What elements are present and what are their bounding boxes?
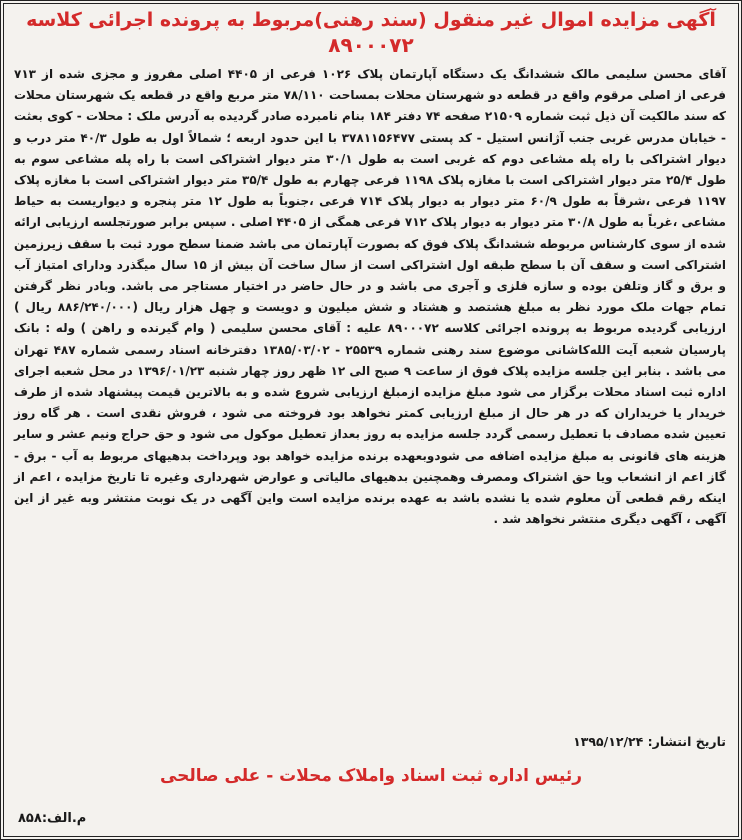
notice-title-text: آگهی مزایده اموال غیر منقول (سند رهنی)مربوط به پرونده اجرائی کلاسه [26,9,716,31]
notice-code: م.الف:۸۵۸ [18,811,87,826]
publish-date: تاریخ انتشار: ۱۳۹۵/۱۲/۲۴ [573,734,726,749]
notice-title [12,8,730,58]
file-number: ۸۹۰۰۰۷۲ [328,33,414,57]
signature: رئیس اداره ثبت اسناد واملاک محلات - علی صالحی [159,766,583,786]
notice-body: آقای محسن سلیمی مالک ششدانگ یک دستگاه آپارتمان پلاک ۱۰۲۶ فرعی از ۴۴۰۵ اصلی مفروز و مجزی شده از ۷۱۳ فرعی از اصلی مرقوم واقع در قطعه دو شهرستان محلات بمساحت ۷۸/۱۱۰ متر مربع واقع در قطعه یک شهرستان محلات که سند مالکیت آن ذیل ثبت شماره ۲۱۵۰۹ صفحه ۷۴ دفتر ۱۸۴ بنام نامبرده صادر گردیده به آدرس ملک : محلات - کوی بعثت - خیابان مدرس غربی جنب آژانس استیل - کد پستی ۳۷۸۱۱۵۶۴۷۷ با این حدود اربعه ؛ شمالاً اول به طول ۴۰/۳ متر درب و دیوار اشتراکی با راه پله مشاعی دوم که غربی است به طول ۳۰/۱ متر دیوار اشتراکی است با راه پله مشاعی سوم به طول ۲۵/۴ متر دیوار اشتراکی است با مغازه پلاک ۱۱۹۸ فرعی چهارم به طول ۳۵/۴ متر دیوار اشتراکی است با مغازه پلاک ۱۱۹۷ فرعی ،شرقاً به طول ۶۰/۹ متر دیوار به دیوار پلاک ۷۱۴ فرعی ،جنوباً به طول ۱۲ متر پنجره و دیواریست به حیاط مشاعی ،غرباً به طول ۳۰/۸ متر دیوار به دیوار پلاک ۷۱۲ فرعی همگی از ۴۴۰۵ اصلی . سپس برابر صورتجلسه ارزیابی ارائه شده از سوی کارشناس مربوطه ششدانگ پلاک فوق که بصورت آپارتمان می باشد ضمنا سطح مورد ثبت با سقف زیرزمین اشتراکی است و سقف آن با سطح طبقه اول اشتراکی است از سال ساخت آن بیش از ۱۵ سال میگذرد ودارای امتیاز آب و برق و گاز وتلفن بوده و سازه فلزی و آجری می باشد و در حال حاضر در اختیار مستاجر می باشد. وبادر نظر گرفتن تمام جهات ملک مورد نظر به مبلغ هشتصد و هشتاد و شش میلیون و دویست و چهل هزار ریال (۸۸۶/۲۴۰/۰۰۰ ریال ) ارزیابی گردیده مربوط به پرونده اجرائی کلاسه ۸۹۰۰۰۷۲ علیه : آقای محسن سلیمی ( وام گیرنده و راهن ) وله : بانک پارسیان شعبه آیت الله‌کاشانی موضوع سند رهنی شماره ۲۵۵۳۹ - ۱۳۸۵/۰۳/۰۲ دفترخانه اسناد رسمی شماره ۴۸۷ تهران می باشد . بنابر این جلسه مزایده پلاک فوق از ساعت ۹ صبح الی ۱۲ ظهر روز چهار شنبه ۱۳۹۶/۰۱/۲۳ در محل شعبه اجرای اداره ثبت اسناد محلات برگزار می شود مبلغ مزایده ازمبلغ ارزیابی شروع شده و به بالاترین قیمت پیشنهاد شده از طرف خریدار یا خریداران که در هر حال از مبلغ ارزیابی کمتر نخواهد بود فروخته می شود ، فروش نقدی است . هر گاه روز تعیین شده مصادف با تعطیل رسمی گردد جلسه مزایده به روز بعداز تعطیل موکول می شود و حق حراج ونیم عشر و سایر هزینه های قانونی به مبلغ مزایده اضافه می شودوبعهده برنده مزایده خواهد بود وپرداخت بدهیهای مربوط به آب - برق - گاز اعم از انشعاب ویا حق اشتراک ومصرف وهمچنین بدهیهای مالیاتی و عوارض شهرداری وغیره تا تاریخ مزایده ، اعم از اینکه رقم قطعی آن معلوم شده یا نشده باشد به عهده برنده مزایده است واین آگهی در یک نوبت منتشر وبه غیر از این آگهی ، آگهی دیگری منتشر نخواهد شد . [14,67,727,527]
